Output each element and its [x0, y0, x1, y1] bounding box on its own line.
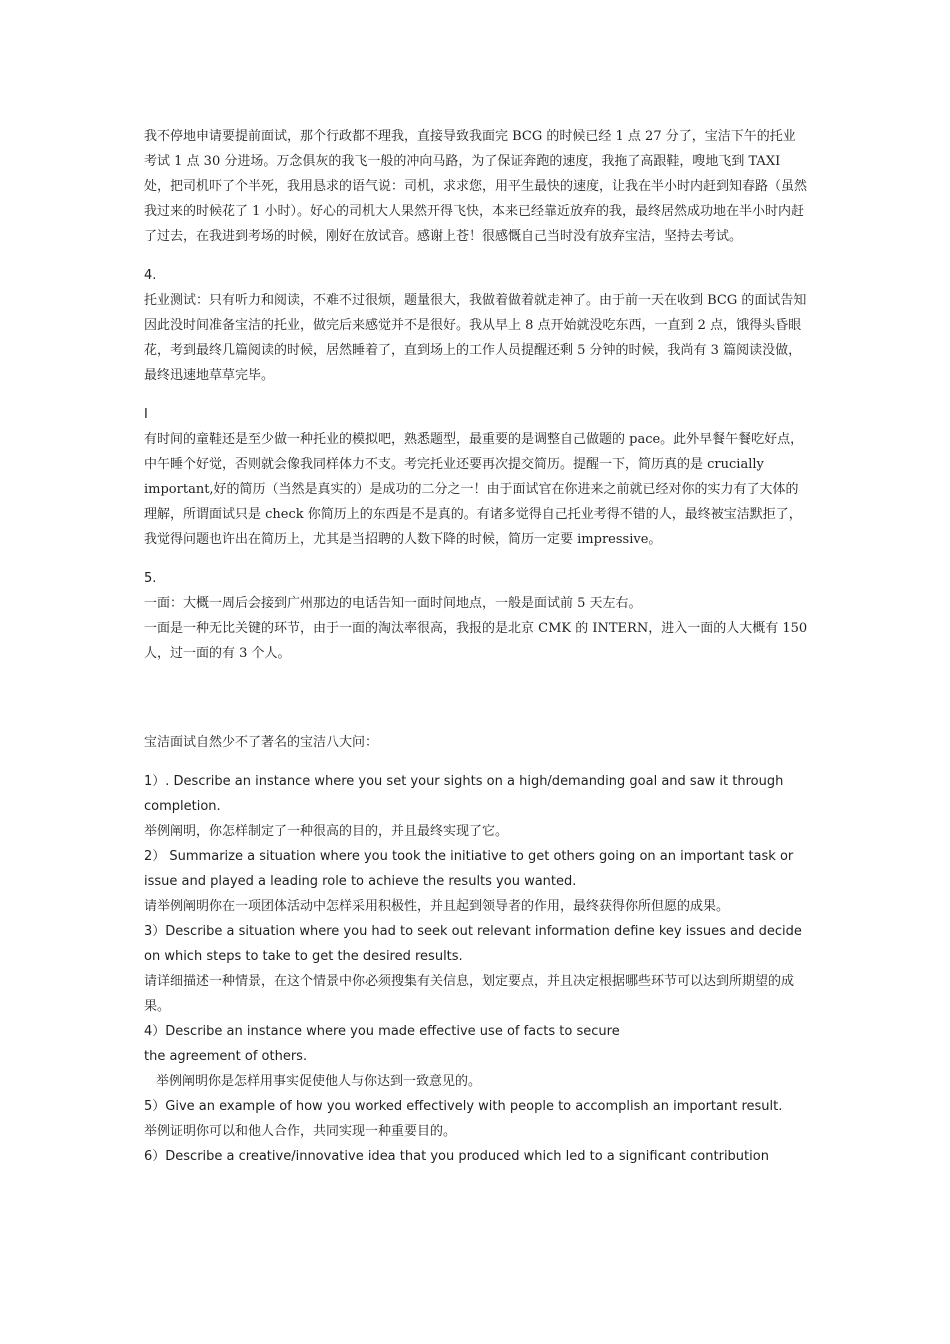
question-3-cn: 请详细描述一种情景，在这个情景中你必须搜集有关信息，划定要点，并且决定根据哪些环节可以达到所期望的成果。 [144, 974, 795, 1014]
section-i-paragraph: 有时间的童鞋还是至少做一种托业的模拟吧，熟悉题型，最重要的是调整自己做题的 pace。此外早餐午餐吃好点，中午睡个好觉，否则就会像我同样体力不支。考完托业还要再次提交简历。提醒一下，简历真的是 crucially important,好的简历（当然是真实的）是成功的二分之一！由于面试官在你进来之前就已经对你的实力有了大体的理解，所谓面试只是 check 你简历上的东西是不是真的。有诸多觉得自己托业考得不错的人，最终被宝洁默拒了，我觉得问题也许出在简历上，尤其是当招聘的人数下降的时候，简历一定要 impressive。 [144, 432, 804, 547]
section-3-paragraph: 我不停地申请要提前面试，那个行政都不理我，直接导致我面完 BCG 的时候已经 1 点 27 分了，宝洁下午的托业考试 1 点 30 分进场。万念俱灰的我飞一般的冲向马路，为了保证奔跑的速度，我拖了高跟鞋，嗖地飞到 TAXI 处，把司机吓了个半死，我用恳求的语气说：司机，求求您，用平生最快的速度，让我在半小时内赶到知春路（虽然我过来的时候花了 1 小时）。好心的司机大人果然开得飞快，本来已经靠近放弃的我，最终居然成功地在半小时内赶了过去，在我进到考场的时候，刚好在放试音。感谢上苍！很感慨自己当时没有放弃宝洁，坚持去考试。 [144, 129, 808, 244]
section-5-number: 5. [144, 571, 157, 586]
question-2-en: 2） Summarize a situation where you took the initiative to get others going on an important task or issue and played a leading role to achieve the results you wanted. [144, 849, 794, 889]
section-5-line-1: 一面：大概一周后会接到广州那边的电话告知一面时间地点，一般是面试前 5 天左右。 [144, 596, 642, 611]
section-4-number: 4. [144, 268, 157, 283]
question-1-en: 1）. Describe an instance where you set your sights on a high/demanding goal and saw it through completion. [144, 774, 784, 814]
questions-intro: 宝洁面试自然少不了著名的宝洁八大问： [144, 735, 379, 750]
question-5-en: 5）Give an example of how you worked effectively with people to accomplish an important result. [144, 1099, 783, 1114]
section-i-number: I [144, 407, 148, 422]
question-6-en: 6）Describe a creative/innovative idea that you produced which led to a significant contribution [144, 1149, 769, 1164]
question-4-en-line-2: the agreement of others. [144, 1049, 308, 1064]
question-3-en: 3）Describe a situation where you had to seek out relevant information define key issues and decide on which steps to take to get the desired results. [144, 924, 802, 964]
question-4-cn: 举例阐明你是怎样用事实促使他人与你达到一致意见的。 [156, 1074, 482, 1089]
section-5-line-2: 一面是一种无比关键的环节，由于一面的淘汰率很高，我报的是北京 CMK 的 INTERN，进入一面的人大概有 150 人，过一面的有 3 个人。 [144, 621, 808, 661]
question-5-cn: 举例证明你可以和他人合作，共同实现一种重要目的。 [144, 1124, 457, 1139]
question-4-en-line-1: 4）Describe an instance where you made effective use of facts to secure [144, 1024, 620, 1039]
document-body [144, 124, 808, 1169]
section-4-paragraph: 托业测试：只有听力和阅读，不难不过很烦，题量很大，我做着做着就走神了。由于前一天在收到 BCG 的面试告知因此没时间准备宝洁的托业，做完后来感觉并不是很好。我从早上 8 点开始就没吃东西，一直到 2 点，饿得头昏眼花，考到最终几篇阅读的时候，居然睡着了，直到场上的工作人员提醒还剩 5 分钟的时候，我尚有 3 篇阅读没做，最终迅速地草草完毕。 [144, 293, 807, 383]
question-2-cn: 请举例阐明你在一项团体活动中怎样采用积极性，并且起到领导者的作用，最终获得你所但愿的成果。 [144, 899, 730, 914]
question-1-cn: 举例阐明，你怎样制定了一种很高的目的，并且最终实现了它。 [144, 824, 509, 839]
